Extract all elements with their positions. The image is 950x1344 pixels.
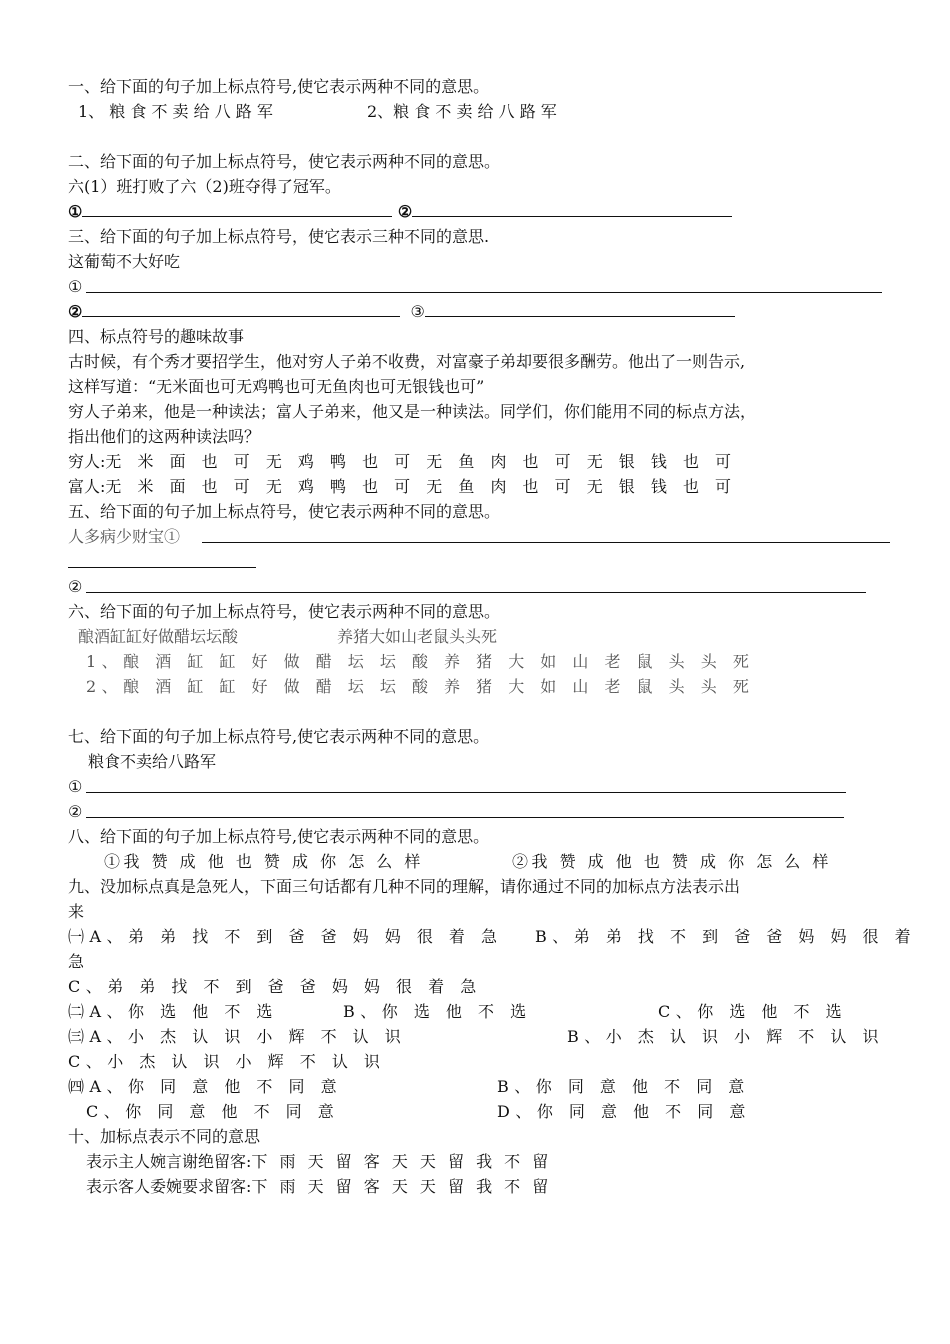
q10-line-1-label: 表示主人婉言谢绝留客: xyxy=(86,1152,252,1171)
q5-answer-line-1-cont[interactable] xyxy=(68,567,256,568)
q4-story-line-3: 穷人子弟来，他是一种读法；富人子弟来，他又是一种读法。同学们，你们能用不同的标点方法， xyxy=(68,402,757,421)
q5-marker-2: ② xyxy=(68,577,83,596)
q2-title: 二、给下面的句子加上标点符号，使它表示两种不同的意思。 xyxy=(68,152,501,171)
q9-group1-b: B、弟 弟 找 不 到 爸 爸 妈 妈 很 着 xyxy=(535,927,917,946)
q9-group4-c: C、你 同 意 他 不 同 意 xyxy=(86,1102,340,1121)
q10-line-1-text: 下 雨 天 留 客 天 天 留 我 不 留 xyxy=(251,1152,552,1171)
q1-title: 一、给下面的句子加上标点符号,使它表示两种不同的意思。 xyxy=(68,77,490,96)
q7-title: 七、给下面的句子加上标点符号,使它表示两种不同的意思。 xyxy=(68,727,490,746)
q4-rich-text: 无 米 面 也 可 无 鸡 鸭 也 可 无 鱼 肉 也 可 无 银 钱 也 可 xyxy=(105,477,737,496)
q2-marker-2: ② xyxy=(397,202,413,221)
q3-title: 三、给下面的句子加上标点符号，使它表示三种不同的意思. xyxy=(68,227,490,246)
q4-rich-reading xyxy=(68,476,737,498)
q9-title-line-2: 来 xyxy=(68,902,85,921)
q6-title: 六、给下面的句子加上标点符号，使它表示两种不同的意思。 xyxy=(68,602,501,621)
q9-group1-b-cont: 急 xyxy=(68,952,85,971)
q9-group2-a: ㈡A、你 选 他 不 选 xyxy=(68,1002,278,1021)
q10-line-1 xyxy=(86,1151,552,1173)
q8-item-1: ①我 赞 成 他 也 赞 成 你 怎 么 样 xyxy=(104,852,424,871)
q5-answer-line-2[interactable] xyxy=(86,592,866,593)
q9-group2-b: B、你 选 他 不 选 xyxy=(343,1002,532,1021)
q3-marker-3: ③ xyxy=(410,302,425,321)
q3-answer-blank-2[interactable] xyxy=(82,301,400,317)
q9-group3-b: B、小 杰 认 识 小 辉 不 认 识 xyxy=(567,1027,884,1046)
q10-line-2-label: 表示客人委婉要求留客: xyxy=(86,1177,252,1196)
q7-sentence: 粮食不卖给八路军 xyxy=(88,752,217,771)
q8-title: 八、给下面的句子加上标点符号,使它表示两种不同的意思。 xyxy=(68,827,490,846)
q4-poor-reading xyxy=(68,451,737,473)
q4-story-line-4: 指出他们的这两种读法吗？ xyxy=(68,427,261,446)
q3-answer-line-1[interactable] xyxy=(86,292,882,293)
q7-answer-line-1[interactable] xyxy=(86,792,846,793)
q2-marker-1: ① xyxy=(68,202,83,221)
q4-poor-text: 无 米 面 也 可 无 鸡 鸭 也 可 无 鱼 肉 也 可 无 银 钱 也 可 xyxy=(105,452,737,471)
q4-title: 四、标点符号的趣味故事 xyxy=(68,327,245,346)
q6-sentence-1: 酿酒缸缸好做醋坛坛酸 xyxy=(78,627,239,646)
q5-answer-line-1[interactable] xyxy=(202,542,890,543)
q9-group1-c: C、弟 弟 找 不 到 爸 爸 妈 妈 很 着 急 xyxy=(68,977,482,996)
q2-answer-row xyxy=(68,201,732,223)
q7-answer-line-2[interactable] xyxy=(86,817,844,818)
q9-group4-a: ㈣A、你 同 意 他 不 同 意 xyxy=(68,1077,343,1096)
q3-answer-blank-3[interactable] xyxy=(425,301,735,317)
q10-title: 十、加标点表示不同的意思 xyxy=(68,1127,261,1146)
q6-item-2: 2、酿 酒 缸 缸 好 做 醋 坛 坛 酸 养 猪 大 如 山 老 鼠 头 头 死 xyxy=(86,677,755,696)
q3-sentence: 这葡萄不大好吃 xyxy=(68,252,181,271)
q3-answer-row-2 xyxy=(68,301,735,323)
q9-group3-a: ㈢A、小 杰 认 识 小 辉 不 认 识 xyxy=(68,1027,407,1046)
q4-poor-label: 穷人: xyxy=(68,452,106,471)
q6-item-1: 1、酿 酒 缸 缸 好 做 醋 坛 坛 酸 养 猪 大 如 山 老 鼠 头 头 死 xyxy=(86,652,755,671)
q10-line-2-text: 下 雨 天 留 客 天 天 留 我 不 留 xyxy=(251,1177,552,1196)
q9-group2-c: C、你 选 他 不 选 xyxy=(658,1002,848,1021)
q2-sentence: 六(1）班打败了六（2)班夺得了冠军。 xyxy=(68,177,341,196)
q3-marker-2: ② xyxy=(68,302,83,321)
q5-title: 五、给下面的句子加上标点符号，使它表示两种不同的意思。 xyxy=(68,502,501,521)
q9-group3-c: C、小 杰 认 识 小 辉 不 认 识 xyxy=(68,1052,386,1071)
q10-line-2 xyxy=(86,1176,552,1198)
q7-marker-2: ② xyxy=(68,802,83,821)
q5-sentence: 人多病少财宝① xyxy=(68,527,181,546)
q4-story-line-1: 古时候，有个秀才要招学生，他对穷人子弟不收费，对富豪子弟却要很多酬劳。他出了一则告示, xyxy=(68,352,746,371)
q6-sentence-2: 养猪大如山老鼠头头死 xyxy=(337,627,498,646)
q8-item-2: ②我 赞 成 他 也 赞 成 你 怎 么 样 xyxy=(512,852,832,871)
q1-item-1: 1、 粮 食 不 卖 给 八 路 军 xyxy=(78,102,273,121)
q9-group1-a: ㈠A、弟 弟 找 不 到 爸 爸 妈 妈 很 着 急 xyxy=(68,927,503,946)
q2-answer-blank-1[interactable] xyxy=(82,201,392,217)
q4-story-line-2: 这样写道：“无米面也可无鸡鸭也可无鱼肉也可无银钱也可” xyxy=(68,377,485,396)
q3-marker-1: ① xyxy=(68,277,83,296)
q9-group4-b: B、你 同 意 他 不 同 意 xyxy=(497,1077,750,1096)
q9-title-line-1: 九、没加标点真是急死人，下面三句话都有几种不同的理解，请你通过不同的加标点方法表示出 xyxy=(68,877,741,896)
q4-rich-label: 富人: xyxy=(68,477,106,496)
q1-item-2: 2、粮 食 不 卖 给 八 路 军 xyxy=(367,102,557,121)
q7-marker-1: ① xyxy=(68,777,83,796)
q9-group4-d: D、你 同 意 他 不 同 意 xyxy=(497,1102,751,1121)
q2-answer-blank-2[interactable] xyxy=(412,201,732,217)
